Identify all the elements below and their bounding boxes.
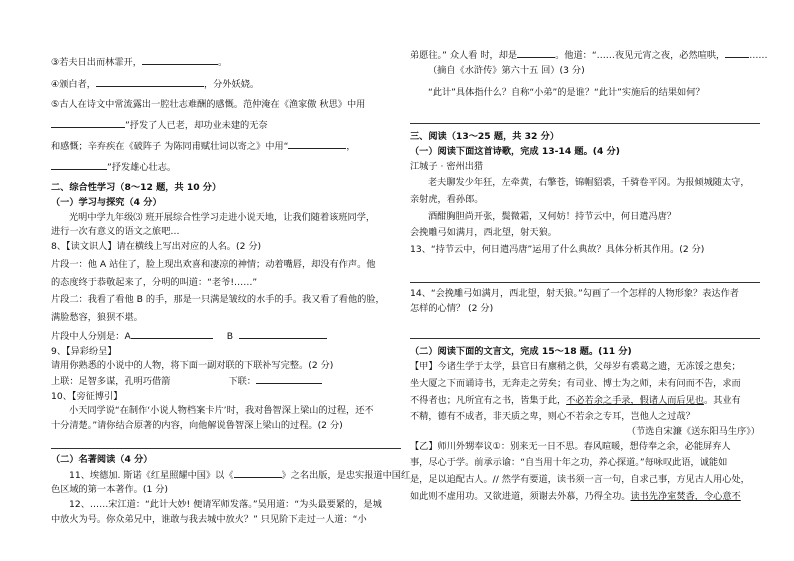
poem-line2: 亲射虎，看孙郎。: [410, 194, 484, 206]
q9-couplet: [51, 374, 401, 390]
text: 》之名出版，是忠实报道中国红: [281, 469, 411, 481]
text: ，分外妖娆。: [204, 78, 260, 90]
intro-line1: 光明中学九年级⑶ 班开展综合性学习走进小说天地，让我们随着该班同学，: [69, 211, 376, 223]
q11-line1: [51, 468, 411, 484]
fragment1-line2: 的态度终于恭敬起来了，分明的叫道：“老爷!……”: [51, 276, 258, 288]
q7-line3: [51, 55, 401, 71]
q12-line1: 12、……宋江道：“此计大妙! 便请军师发落。”吴用道：“为头最要紧的，是城: [69, 498, 382, 510]
q9-title: 9、【异彩纷呈】: [51, 345, 117, 357]
text: ……: [749, 50, 768, 61]
answer-blank-b[interactable]: [239, 329, 327, 339]
q12-question: “此计”具体指什么？自称“小弟”的是谁？“此计”实施后的结果如何？: [428, 87, 705, 99]
poem-line1: 老夫聊发少年狂，左牵黄，右擎苍，锦帽貂裘，千骑卷平冈。为报倾城随太守，: [428, 177, 750, 189]
q9-desc: 请用你熟悉的小说中的人物，将下面一副对联的下联补写完整。(2 分): [51, 360, 334, 372]
section-3a-title: （一）阅读下面这首诗歌，完成 13-14 题。(4 分): [410, 145, 620, 157]
q7-line5b: [51, 118, 401, 134]
fragment1-line1: 片段一：他 A 站住了，脸上现出欢喜和凄凉的神情；动着嘴唇，却没有作声。他: [51, 258, 376, 270]
answer-line[interactable]: [410, 326, 760, 339]
divider: [51, 448, 401, 449]
text: 。他道：“……夜见元宵之夜，必然喧哄，: [555, 50, 726, 61]
q12-source: （摘自《水浒传》第六十五 回）(3 分): [428, 64, 585, 76]
q7-line4: [51, 77, 401, 93]
text: 。其业有: [704, 394, 741, 406]
section-2-title: 二、综合性学习（8～12 题，共 10 分）: [51, 182, 222, 194]
q12-line2: 中放火为号。你众弟兄中，谁敢与我去城中放火？” 只见阶下走过一人道：“小: [51, 513, 367, 525]
text: ”抒发了人已老，却功业未建的无奈: [125, 120, 268, 132]
couplet-lower: 下联：: [228, 375, 256, 387]
underlined-sentence: 不必若余之手录，假诸人而后见也: [566, 394, 704, 406]
text: 如此则不虚用功。又欲进道，须谢去外慕，乃得全功。: [410, 490, 631, 502]
underlined-sentence: 读书先净室焚香，令心意不: [630, 490, 741, 502]
answer-blank[interactable]: [51, 160, 107, 170]
q8-answer: [51, 329, 401, 345]
q10-line2: 十分清楚。”请你结合原著的内容，向他解说鲁智深上梁山的过程。(2 分): [51, 420, 343, 432]
answer-line[interactable]: [410, 270, 760, 283]
section-2b-title: （二）名著阅读（4 分）: [51, 453, 153, 465]
text: ④颁白者，: [51, 78, 96, 90]
answer-blank-a[interactable]: [131, 329, 213, 339]
q8-title: 8、【读文识人】请在横线上写出对应的人名。(2 分): [51, 241, 262, 253]
passage-b-line1: 【乙】师川外甥奉议①：别来无一日不思。春风暄暖，想侍奉之余，必能屏弃人: [410, 440, 731, 452]
q10-line1: 小天同学说“在制作‘小说人物档案卡片’时，我对鲁智深上梁山的过程，还不: [69, 405, 374, 417]
text: 弟愿往。” 众人看 时，却是: [410, 50, 518, 61]
text: ③若夫日出而林霏开，: [51, 57, 142, 68]
passage-b-line4: [410, 490, 760, 505]
passage-b-line2: 事，尽心于学。前承示谕：“自当用十年之功，养心探道。”每咏叹此语，诚能如: [410, 457, 728, 469]
intro-line2: 进行一次有意义的语文之旅吧…: [51, 226, 180, 238]
answer-blank[interactable]: [51, 118, 125, 128]
passage-b-line3: 是，足以追配古人。// 然学有要道，读书须一言一句，自求己事，方见古人用心处，: [410, 474, 750, 486]
poem-line4: 会挽雕弓如满月，西北望，射天狼。: [410, 227, 557, 239]
q7-line5: ⑤古人在诗文中常流露出一腔壮志难酬的感慨。范仲淹在《渔家傲 秋思》中用: [51, 99, 366, 111]
q11-line2: 色区域的第一本著作。(1 分): [51, 484, 168, 496]
text: 11、埃德加. 斯诺《红星照耀中国》以《: [69, 469, 234, 481]
q7-line5c: [51, 139, 401, 155]
q14-line1: 14、“会挽雕弓如满月，西北望，射天狼。”勾画了一个怎样的人物形象？表达作者: [410, 287, 739, 299]
poem-title: 江城子 · 密州出猎: [410, 160, 484, 172]
text: B: [226, 330, 234, 342]
q7-line5d: [51, 160, 401, 176]
couplet-upper: 上联：足智多谋，孔明巧借箭: [51, 375, 171, 387]
section-2a-title: （一）学习与探究（4 分）: [51, 197, 162, 209]
answer-blank[interactable]: [256, 374, 322, 384]
q10-title: 10、【旁征博引】: [51, 390, 123, 402]
text: 。: [217, 57, 228, 68]
q14-line2: 怎样的心情？ (2 分): [410, 302, 494, 314]
passage-a-line2: 坐大厦之下而诵诗书，无奔走之劳矣；有司业、博士为之师，未有问而不告，求而: [410, 377, 741, 389]
fragment2-line2: 满脸愁容，狼狈不堪。: [51, 312, 143, 324]
answer-blank[interactable]: [142, 55, 218, 65]
answer-blank[interactable]: [517, 48, 555, 58]
section-3-title: 三、阅读（13～25 题，共 32 分）: [410, 131, 560, 143]
text: 和感慨；辛弃疾在《破阵子 为陈同甫赋壮词以寄之》中用“: [51, 140, 289, 152]
answer-line[interactable]: [410, 111, 760, 124]
fragment2-line1: 片段二：我看了看他 B 的手，那是一只满是皱纹的水手的手。我又看了看他的脸，: [51, 294, 385, 306]
passage-a-source: （节选自宋濂《送东阳马生序》）: [626, 425, 760, 437]
text: 不得者也；凡所宜有之书，皆集于此，: [410, 394, 567, 406]
passage-a-line3: [410, 394, 760, 409]
section-3b-title: （二）阅读下面的文言文，完成 15～18 题。(11 分): [410, 346, 632, 358]
text: 片段中人分别是：A: [51, 330, 131, 342]
answer-blank[interactable]: [725, 48, 749, 58]
answer-blank[interactable]: [96, 77, 204, 87]
passage-a-line1: 【甲】今诸生学于太学，县官日有廪稍之供，父母岁有裘葛之遗，无冻馁之患矣；: [410, 361, 741, 373]
answer-blank[interactable]: [288, 139, 346, 149]
answer-blank[interactable]: [234, 468, 282, 478]
right-column: [410, 48, 768, 505]
poem-line3: 酒酣胸胆尚开张，鬓微霜，又何妨！持节云中，何日遣冯唐？: [428, 210, 677, 222]
q12-line3: [410, 48, 768, 64]
passage-a-line4: 不精，德有不成者，非天质之卑，则心不若余之专耳，岂他人之过哉？: [410, 411, 695, 423]
text: ，: [346, 140, 356, 152]
text: ”抒发雄心壮志。: [107, 161, 177, 173]
q13-title: 13、“持节云中，何日遣冯唐”运用了什么典故？具体分析其作用。(2 分): [410, 244, 705, 256]
left-column: [51, 55, 411, 527]
